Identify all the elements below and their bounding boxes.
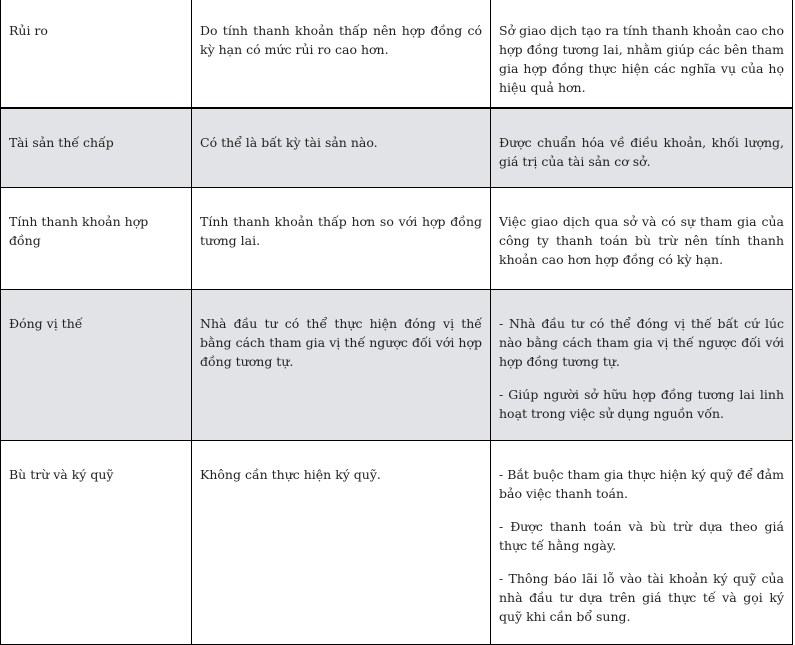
futures-contract-text: Sở giao dịch tạo ra tính thanh khoản cao cho hợp đồng tương lai, nhằm giúp các bên tham gia hợp đồng thực hiện các nghĩa vụ của họ hiệu quả hơn. [499, 23, 784, 95]
row-label-cell [1, 108, 192, 188]
forward-contract-cell [192, 441, 491, 645]
table-row [1, 108, 793, 188]
row-label: Tính thanh khoản hợp đồng [9, 214, 149, 248]
forward-contract-cell [192, 290, 491, 441]
futures-contract-cell [491, 188, 793, 290]
row-label-cell [1, 441, 192, 645]
futures-contract-text: - Nhà đầu tư có thể đóng vị thế bất cứ lúc nào bằng cách tham gia vị thế ngược đối với hợp đồng tương tự. [499, 316, 784, 369]
futures-contract-text: - Được thanh toán và bù trừ dựa theo giá thực tế hằng ngày. [499, 519, 784, 553]
forward-contract-text: Không cần thực hiện ký quỹ. [200, 467, 381, 482]
futures-contract-text: - Giúp người sở hữu hợp đồng tương lai linh hoạt trong việc sử dụng nguồn vốn. [499, 387, 784, 421]
futures-contract-cell [491, 108, 793, 188]
futures-contract-text: Được chuẩn hóa về điều khoản, khối lượng, giá trị của tài sản cơ sở. [499, 134, 784, 169]
forward-contract-text: Tính thanh khoản thấp hơn so với hợp đồng tương lai. [200, 214, 482, 248]
forward-contract-cell [192, 188, 491, 290]
table-row [1, 0, 793, 108]
row-label-cell [1, 0, 192, 108]
forward-contract-text: Có thể là bất kỳ tài sản nào. [200, 134, 378, 150]
forward-contract-cell [192, 108, 491, 188]
table-row [1, 441, 793, 645]
row-label-cell [1, 290, 192, 441]
row-label: Đóng vị thế [9, 316, 83, 331]
futures-contract-cell [491, 290, 793, 441]
futures-contract-text: Việc giao dịch qua sở và có sự tham gia của công ty thanh toán bù trừ nên tính thanh khoản cao hơn hợp đồng có kỳ hạn. [499, 214, 784, 267]
forward-contract-text: Do tính thanh khoản thấp nên hợp đồng có kỳ hạn có mức rủi ro cao hơn. [200, 23, 482, 57]
row-label: Bù trừ và ký quỹ [9, 467, 114, 482]
forward-contract-text: Nhà đầu tư có thể thực hiện đóng vị thế bằng cách tham gia vị thế ngược đối với hợp đồng tương tự. [200, 316, 482, 369]
row-label: Rủi ro [9, 23, 48, 38]
row-label: Tài sản thế chấp [9, 134, 114, 150]
row-label-cell [1, 188, 192, 290]
forward-contract-cell [192, 0, 491, 108]
table-row [1, 290, 793, 441]
table-row [1, 188, 793, 290]
futures-contract-cell [491, 0, 793, 108]
futures-contract-text: - Thông báo lãi lỗ vào tài khoản ký quỹ của nhà đầu tư dựa trên giá thực tế và gọi ký quỹ khi cần bổ sung. [499, 571, 784, 624]
futures-contract-cell [491, 441, 793, 645]
futures-contract-text: - Bắt buộc tham gia thực hiện ký quỹ để đảm bảo việc thanh toán. [499, 467, 784, 501]
